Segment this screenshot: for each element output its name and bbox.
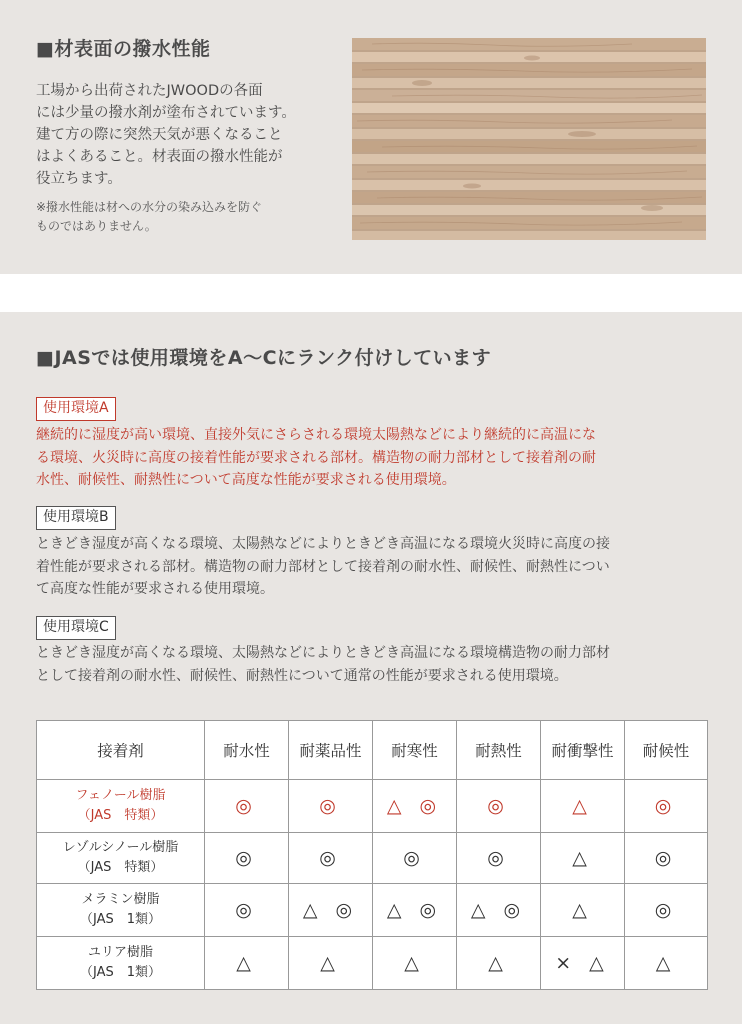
adhesive-name: ユリア樹脂 (87, 945, 153, 960)
rating-cell: ◎ (457, 833, 541, 884)
adhesive-name: メラミン樹脂 (81, 892, 160, 907)
wood-grain-photo (352, 38, 706, 240)
rating-cell: ◎ (625, 833, 708, 884)
env-a-label: 使用環境A (36, 397, 116, 421)
header-water-resistance: 耐水性 (205, 721, 289, 780)
adhesive-performance-table (36, 720, 708, 990)
body-line: はよくあること。材表面の撥水性能が (36, 149, 283, 165)
adhesive-name-cell (37, 937, 205, 990)
env-c-label: 使用環境C (36, 616, 116, 640)
header-weather-resistance: 耐候性 (625, 721, 708, 780)
rating-cell: ◎ (625, 884, 708, 937)
adhesive-grade: （JAS 特類） (77, 860, 164, 875)
env-b-label: 使用環境B (36, 506, 116, 530)
header-heat-resistance: 耐熱性 (457, 721, 541, 780)
rating-cell: ◎ (205, 884, 289, 937)
desc-line: として接着剤の耐水性、耐候性、耐熱性について通常の性能が要求される使用環境。 (36, 667, 568, 684)
desc-line: る環境、火災時に高度の接着性能が要求される部材。構造物の耐力部材として接着剤の耐 (36, 449, 596, 466)
water-repellency-body (36, 80, 336, 190)
desc-line: 着性能が要求される部材。構造物の耐力部材として接着剤の耐水性、耐候性、耐熱性につい (36, 558, 610, 575)
adhesive-name: フェノール樹脂 (75, 788, 166, 803)
rating-cell: ◎ (625, 780, 708, 833)
note-line: ものではありません。 (36, 219, 157, 233)
desc-line: ときどき湿度が高くなる環境、太陽熱などによりときどき高温になる環境構造物の耐力部材 (36, 645, 610, 661)
water-repellency-note (36, 198, 336, 236)
rating-cell: × △ (541, 937, 625, 990)
note-line: ※撥水性能は材への水分の染み込みを防ぐ (36, 200, 263, 214)
adhesive-name: レゾルシノール樹脂 (62, 840, 179, 855)
body-line: 工場から出荷されたJWOODの各面 (36, 83, 263, 99)
adhesive-grade: （JAS 特類） (77, 808, 164, 823)
rating-cell: ◎ (289, 780, 373, 833)
rating-cell: ◎ (457, 780, 541, 833)
desc-line: 水性、耐候性、耐熱性について高度な性能が要求される使用環境。 (36, 472, 456, 488)
rating-cell: △ (373, 937, 457, 990)
body-line: には少量の撥水剤が塗布されています。 (36, 105, 296, 121)
rating-cell: △ ◎ (373, 780, 457, 833)
table-row (37, 833, 708, 884)
rating-cell: △ (457, 937, 541, 990)
rating-cell: △ ◎ (373, 884, 457, 937)
header-chemical-resistance: 耐薬品性 (289, 721, 373, 780)
rating-cell: △ (541, 884, 625, 937)
adhesive-name-cell (37, 780, 205, 833)
section-title-water-repellency: ■材表面の撥水性能 (36, 38, 211, 60)
body-line: 役立ちます。 (36, 171, 122, 187)
rating-cell: △ (541, 833, 625, 884)
rating-cell: △ ◎ (289, 884, 373, 937)
body-line: 建て方の際に突然天気が悪くなること (36, 127, 283, 143)
adhesive-name-cell (37, 884, 205, 937)
adhesive-grade: （JAS 1類） (79, 965, 162, 980)
header-adhesive: 接着剤 (37, 721, 205, 780)
table-row (37, 884, 708, 937)
adhesive-name-cell (37, 833, 205, 884)
rating-cell: △ (205, 937, 289, 990)
rating-cell: ◎ (205, 833, 289, 884)
rating-cell: ◎ (289, 833, 373, 884)
rating-cell: △ (541, 780, 625, 833)
adhesive-grade: （JAS 1類） (79, 912, 162, 927)
header-cold-resistance: 耐寒性 (373, 721, 457, 780)
desc-line: 継続的に湿度が高い環境、直接外気にさらされる環境太陽熱などにより継続的に高温にな (36, 427, 596, 443)
header-impact-resistance: 耐衝撃性 (541, 721, 625, 780)
env-b-description (36, 533, 716, 601)
rating-cell: ◎ (373, 833, 457, 884)
env-a-description (36, 424, 716, 492)
section-title-jas-ranking: ■JASでは使用環境をA〜Cにランク付けしています (36, 347, 492, 369)
rating-cell: △ ◎ (457, 884, 541, 937)
table-header-row (37, 721, 708, 780)
rating-cell: △ (289, 937, 373, 990)
table-row (37, 937, 708, 990)
rating-cell: ◎ (205, 780, 289, 833)
desc-line: ときどき湿度が高くなる環境、太陽熱などによりときどき高温になる環境火災時に高度の接 (36, 536, 610, 552)
desc-line: て高度な性能が要求される使用環境。 (36, 581, 274, 597)
rating-cell: △ (625, 937, 708, 990)
env-c-description (36, 642, 716, 687)
water-repellency-panel (0, 0, 742, 274)
table-row (37, 780, 708, 833)
